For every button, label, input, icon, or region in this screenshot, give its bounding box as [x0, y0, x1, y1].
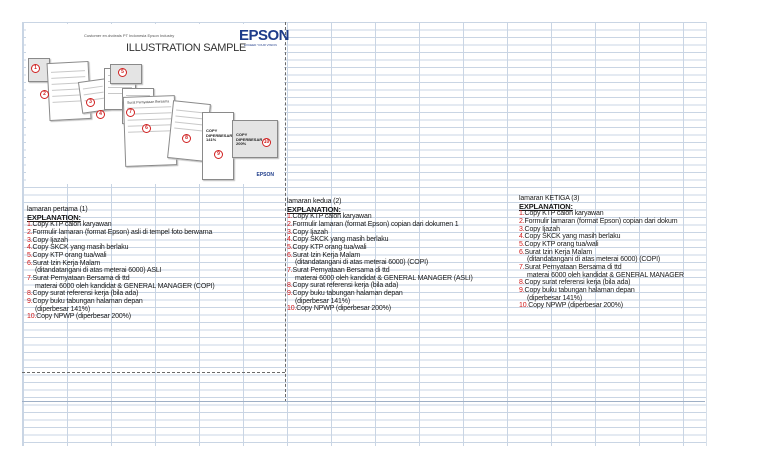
epson-logo: EPSON	[239, 27, 290, 44]
requirement-item	[27, 221, 283, 229]
requirement-item	[27, 283, 283, 291]
requirement-item	[287, 244, 517, 252]
item-number: 3.	[287, 228, 293, 236]
item-text: (ditandatangani di atas meterai 6000) (COPI)	[295, 259, 429, 267]
item-number: 10.	[27, 313, 37, 321]
requirement-item	[287, 236, 517, 244]
item-text: Copy surat referensi kerja (bila ada)	[524, 279, 631, 287]
item-text: Copy buku tabungan halaman depan	[32, 297, 143, 305]
copy-label: DIPERBESAR	[206, 132, 233, 138]
item-number: 4.	[27, 244, 33, 252]
requirement-item	[27, 252, 283, 260]
item-text: Copy KTP orang tua/wali	[292, 243, 367, 251]
requirement-item	[519, 256, 705, 264]
requirement-item	[519, 226, 705, 234]
requirement-item	[519, 279, 705, 287]
item-number: 8.	[519, 279, 525, 287]
requirement-item	[287, 298, 517, 306]
requirement-item	[27, 275, 283, 283]
item-text: Copy SKCK yang masih berlaku	[292, 236, 389, 244]
item-number: 5.	[27, 251, 33, 259]
requirement-item	[519, 302, 705, 310]
item-number: 9.	[519, 286, 525, 294]
requirement-item	[519, 264, 705, 272]
item-number: 1.	[519, 210, 525, 218]
item-text: (diperbesar 141%)	[527, 294, 583, 302]
application-block-1[interactable]	[27, 206, 283, 321]
item-text: Copy surat referensi kerja (bila ada)	[32, 290, 139, 298]
requirement-item	[287, 252, 517, 260]
illustration-title: ILLUSTRATION SAMPLE	[126, 42, 247, 54]
requirement-item	[519, 287, 705, 295]
item-number: 2.	[519, 217, 525, 225]
explanation-heading: EXPLANATION:	[287, 204, 341, 214]
item-number: 2.	[27, 228, 33, 236]
requirement-item	[519, 233, 705, 241]
number-badge: 9	[214, 150, 223, 159]
row-divider	[22, 401, 705, 402]
requirement-item	[27, 260, 283, 268]
copy-label: 141%	[206, 137, 217, 142]
number-badge: 6	[142, 124, 151, 133]
explanation-heading: EXPLANATION:	[27, 212, 81, 222]
number-badge: 3	[86, 98, 95, 107]
item-number: 7.	[519, 263, 525, 271]
copy-label: 200%	[236, 141, 247, 146]
requirement-item	[519, 210, 705, 218]
footer-logo: EPSON	[256, 172, 274, 178]
application-block-3[interactable]	[519, 195, 705, 310]
item-text: Surat Pernyataan Bersama di ttd	[524, 263, 622, 271]
item-number: 9.	[287, 289, 293, 297]
item-text: materai 6000 oleh kandidat & GENERAL MANAGER (ASLI)	[295, 274, 473, 282]
requirement-item	[27, 313, 283, 321]
requirement-item	[27, 237, 283, 245]
requirement-item	[27, 298, 283, 306]
item-text: Formulir lamaran (format Epson) asli di tempel foto berwarna	[32, 228, 213, 236]
requirement-item	[27, 244, 283, 252]
requirement-item	[27, 306, 283, 314]
requirement-item	[287, 275, 517, 283]
item-text: Copy KTP orang tua/wali	[524, 240, 599, 248]
requirement-item	[287, 305, 517, 313]
item-text: Surat Izin Kerja Malam	[524, 248, 593, 256]
copy-label: COPY	[236, 132, 248, 137]
item-text: Copy Ijazah	[524, 225, 560, 233]
item-number: 3.	[519, 225, 525, 233]
item-text: Copy KTP calon karyawan	[292, 213, 372, 221]
item-text: Copy KTP orang tua/wali	[32, 251, 107, 259]
block-title: lamaran KETIGA (3)	[519, 195, 580, 202]
item-number: 8.	[27, 290, 33, 298]
page-break-line	[285, 22, 286, 402]
requirement-item	[287, 259, 517, 267]
illustration-caption: Customer en.dvdeals PT Indonesia Epson Industry	[84, 33, 175, 38]
item-number: 7.	[287, 266, 293, 274]
item-number: 6.	[287, 251, 293, 259]
item-number: 5.	[287, 243, 293, 251]
document-caption: Surat Pernyataan Bersama	[126, 99, 170, 105]
number-badge: 1	[31, 64, 40, 73]
item-number: 4.	[287, 236, 293, 244]
requirement-item	[519, 241, 705, 249]
requirement-item	[287, 221, 517, 229]
item-text: Formulir lamaran (format Epson) copian dari dokum	[524, 217, 678, 225]
item-text: Copy surat referensi kerja (bila ada)	[292, 282, 399, 290]
item-text: materai 6000 oleh kandidat & GENERAL MANAGER	[527, 271, 684, 279]
number-badge: 5	[118, 68, 127, 77]
item-number: 4.	[519, 233, 525, 241]
item-text: Surat Pernyataan Bersama di ttd	[292, 266, 390, 274]
item-text: Copy NPWP (diperbesar 200%)	[528, 302, 623, 310]
block-title: lamaran pertama (1)	[27, 206, 88, 213]
item-number: 6.	[519, 248, 525, 256]
item-number: 1.	[287, 213, 293, 221]
item-text: Copy NPWP (diperbesar 200%)	[296, 305, 391, 313]
item-text: Copy NPWP (diperbesar 200%)	[36, 313, 131, 321]
item-number: 9.	[27, 297, 33, 305]
item-text: Surat Izin Kerja Malam	[32, 259, 101, 267]
requirement-item	[287, 267, 517, 275]
requirement-item	[519, 295, 705, 303]
item-text: Formulir lamaran (format Epson) copian dari dokumen 1	[292, 220, 459, 228]
item-text: (ditandatangani di atas meterai 6000) ASLI	[35, 267, 162, 275]
item-number: 1.	[27, 221, 33, 229]
copy-label: COPY	[206, 128, 218, 133]
item-number: 7.	[27, 274, 33, 282]
item-text: Copy Ijazah	[292, 228, 328, 236]
item-text: (diperbesar 141%)	[35, 305, 91, 313]
item-text: Surat Izin Kerja Malam	[292, 251, 361, 259]
number-badge: 8	[182, 134, 191, 143]
item-number: 2.	[287, 220, 293, 228]
explanation-heading: EXPLANATION:	[519, 201, 573, 211]
item-text: Copy Ijazah	[32, 236, 68, 244]
number-badge: 7	[126, 108, 135, 117]
number-badge: 10	[263, 139, 270, 145]
item-number: 8.	[287, 282, 293, 290]
item-number: 10.	[287, 305, 297, 313]
item-text: Copy KTP calon karyawan	[32, 221, 112, 229]
block-title: lamaran kedua (2)	[287, 198, 342, 205]
requirement-item	[519, 218, 705, 226]
item-text: Surat Pernyataan Bersama di ttd	[32, 274, 130, 282]
illustration-image[interactable]	[26, 24, 290, 184]
item-number: 6.	[27, 259, 33, 267]
item-text: Copy buku tabungan halaman depan	[292, 289, 403, 297]
item-text: Copy buku tabungan halaman depan	[524, 286, 635, 294]
requirement-item	[287, 282, 517, 290]
item-number: 10.	[519, 302, 529, 310]
copy-label: DIPERBESAR	[236, 136, 263, 142]
requirement-item	[287, 229, 517, 237]
requirement-item	[519, 249, 705, 257]
item-text: Copy KTP calon karyawan	[524, 210, 604, 218]
item-text: materai 6000 oleh kandidat & GENERAL MANAGER (COPI)	[35, 282, 215, 290]
item-text: Copy SKCK yang masih berlaku	[524, 233, 621, 241]
requirement-item	[519, 272, 705, 280]
item-number: 3.	[27, 236, 33, 244]
item-text: Copy SKCK yang masih berlaku	[32, 244, 129, 252]
requirement-item	[287, 290, 517, 298]
requirement-item	[27, 229, 283, 237]
item-text: (diperbesar 141%)	[295, 297, 351, 305]
number-badge: 4	[96, 110, 105, 119]
application-block-2[interactable]	[287, 198, 517, 313]
requirement-item	[287, 213, 517, 221]
number-badge: 2	[40, 90, 49, 99]
page-break-line	[22, 372, 285, 373]
requirement-item	[27, 290, 283, 298]
document-thumbnail	[232, 120, 278, 158]
requirement-item	[27, 267, 283, 275]
item-number: 5.	[519, 240, 525, 248]
logo-tagline: EXCEED YOUR VISION	[244, 43, 277, 47]
document-thumbnail	[202, 112, 234, 180]
item-text: (ditandatangani di atas meterai 6000) (COPI)	[527, 256, 661, 264]
